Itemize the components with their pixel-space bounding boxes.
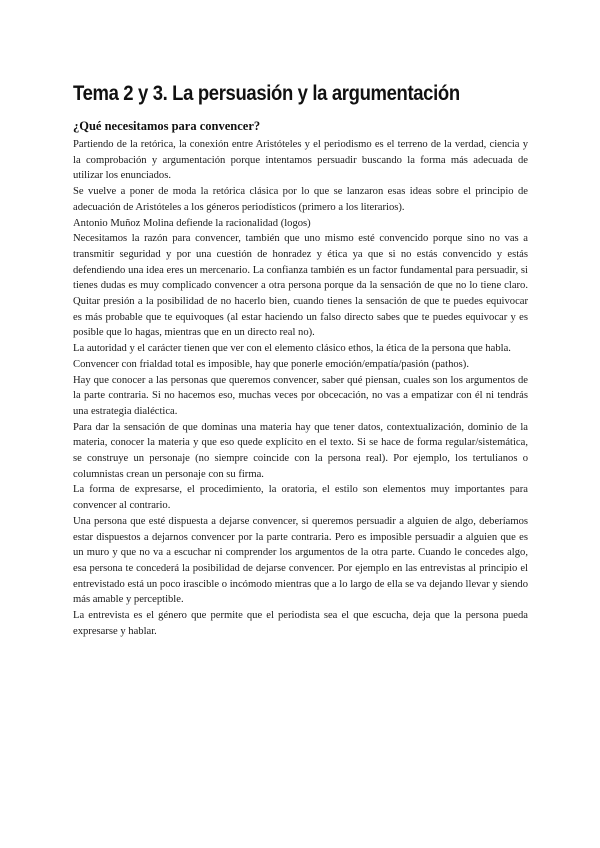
paragraph: Se vuelve a poner de moda la retórica clásica por lo que se lanzaron esas ideas sobre el principio de adecuación de Aristóteles a los géneros periodísticos (primero a los literarios).	[73, 186, 528, 213]
document-section	[73, 118, 528, 640]
paragraph: Necesitamos la razón para convencer, también que uno mismo esté convencido porque sino no vas a transmitir seguridad y por una cuestión de honradez y ética ya que si no estás convencido y estás defendiendo una idea eres un mercenario. La confianza también es un factor fundamental para persuadir, si tienes dudas es muy complicado convencer a otra persona porque da la sensación de que no lo tiene claro. Quitar presión a la posibilidad de no hacerlo bien, cuando tienes la sensación de que te puedes equivocar es más probable que te equivoques (al estar haciendo un falso directo sabes que te puedes equivocar y es posible que lo hagas, mientras que en un directo real no).	[73, 233, 528, 339]
paragraph: Partiendo de la retórica, la conexión entre Aristóteles y el periodismo es el terreno de la verdad, ciencia y la comprobación y argumentación porque intentamos persuadir buscando la forma más adecuada de utilizar los enunciados.	[73, 139, 528, 182]
paragraph: Hay que conocer a las personas que queremos convencer, saber qué piensan, cuales son los argumentos de la parte contraria. Si no hacemos eso, muchas veces por obcecación, no vas a empatizar con él ni tendrás una estrategia dialéctica.	[73, 374, 528, 417]
paragraph: Para dar la sensación de que dominas una materia hay que tener datos, contextualización, dominio de la materia, conocer la materia y que eso quede explícito en el texto. Si se hace de forma regular/sistemática, se construye un personaje (no siempre coincide con la persona real). Por ejemplo, los tertulianos o columnistas crean un personaje con su firma.	[73, 421, 528, 480]
section-subtitle: ¿Qué necesitamos para convencer?	[73, 119, 261, 133]
paragraph: La forma de expresarse, el procedimiento, la oratoria, el estilo son elementos muy importantes para convencer al contrario.	[73, 484, 528, 512]
paragraph: Una persona que esté dispuesta a dejarse convencer, si queremos persuadir a alguien de algo, deberíamos estar dispuestos a dejarnos convencer por la parte contraria. Pero es imposible persuadir a alguien que es un muro y que no va a escuchar ni comprender los argumentos de la otra parte. Cuando le concedes algo, esa persona te concederá la posibilidad de dejarse convencer. Por ejemplo en las entrevistas al principio el entrevistado está un poco irascible o incómodo mientras que a lo largo de ella se va dejando llevar y siendo más amable y perceptible.	[73, 515, 528, 606]
paragraph: La entrevista es el género que permite que el periodista sea el que escucha, deja que la persona pueda expresarse y hablar.	[73, 610, 528, 637]
paragraph: Convencer con frialdad total es imposible, hay que ponerle emoción/empatía/pasión (pathos).	[73, 358, 469, 370]
page-title: Tema 2 y 3. La persuasión y la argumentación	[73, 82, 460, 105]
paragraph: La autoridad y el carácter tienen que ver con el elemento clásico ethos, la ética de la persona que habla.	[73, 343, 511, 355]
paragraph: Antonio Muñoz Molina defiende la racionalidad (logos)	[73, 217, 311, 229]
